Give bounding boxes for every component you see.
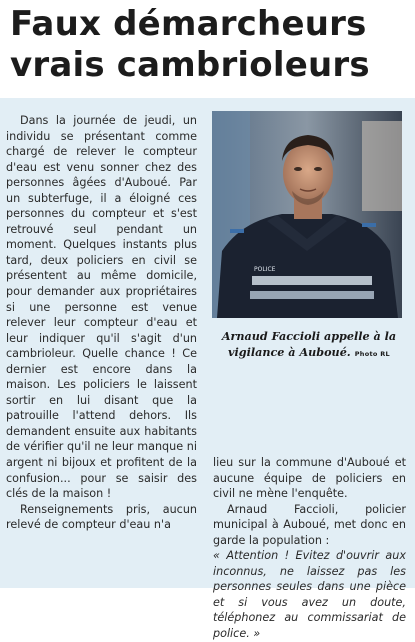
article-body [0, 98, 415, 641]
photo-caption-text: Arnaud Faccioli appelle à la vigilance à Auboué. [221, 329, 397, 359]
paragraph-4: Arnaud Faccioli, policier municipal à Auboué, met donc en garde la population : [213, 502, 406, 547]
warning-quote: « Attention ! Evitez d'ouvrir aux inconnus, ne laissez pas les personnes seules dans une pièce et si vous avez un doute, téléphonez au commissariat de police. » [213, 549, 406, 641]
paragraph-2: Renseignements pris, aucun relevé de compteur d'eau n'a [6, 502, 197, 532]
right-column [213, 455, 406, 642]
police-badge-label: POLICE [254, 266, 276, 273]
photo-caption [213, 328, 405, 362]
officer-photo [212, 111, 402, 318]
headline [10, 4, 410, 86]
headline-line-2: vrais cambrioleurs [10, 45, 370, 85]
officer-photo-image [212, 111, 402, 318]
paragraph-3: lieu sur la commune d'Auboué et aucune équipe de policiers en civil ne mène l'enquête. [213, 456, 406, 501]
photo-credit: Photo RL [354, 350, 390, 358]
headline-line-1: Faux démarcheurs [10, 4, 367, 44]
left-column [6, 113, 197, 533]
paragraph-1: Dans la journée de jeudi, un individu se présentant comme chargé de relever le compteur d'eau est venu sonner chez des personnes âgées d'Auboué. Par un subterfuge, il a éloigné ces personnes du compteur et s'est retrouvé seul pendant un moment. Quelques instants plus tard, deux policiers en civil se présentent au même domicile, pour demander aux propriétaires si une personne est venue relever leur compteur d'eau et leur indiquer qu'il s'agit d'un cambrioleur. Quelle chance ! Ce dernier est encore dans la maison. Les policiers le laissent sortir en lui disant que la patrouille l'attend dehors. Ils demandent ensuite aux habitants de vérifier qu'il ne leur manque ni argent ni bijoux et profitent de la confusion... pour se saisir des clés de la maison ! [6, 114, 197, 501]
